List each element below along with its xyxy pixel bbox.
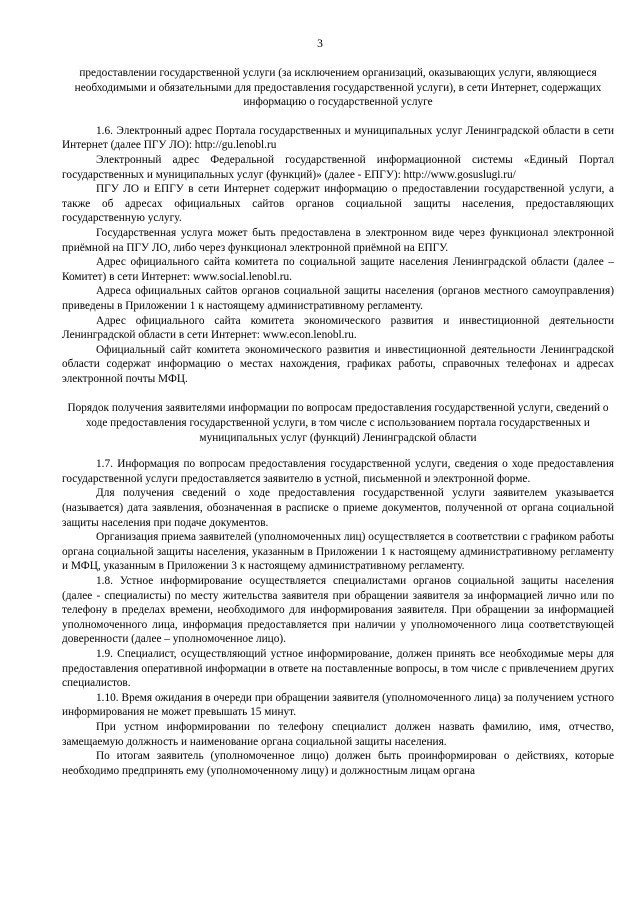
document-body [62, 66, 614, 778]
page-number: 3 [317, 38, 323, 50]
paragraph-committee-site: Адрес официального сайта комитета по социальной защите населения Ленинградской области (далее – Комитет) в сети Интернет: www.social.lenobl.ru. [62, 256, 614, 283]
paragraph-portals-info: ПГУ ЛО и ЕПГУ в сети Интернет содержит информацию о предоставлении государственной услуги, а также об адресах официальных сайтов органов социальной защиты населения, предоставляющих государственную услугу. [62, 183, 614, 225]
paragraph-1-6: 1.6. Электронный адрес Портала государственных и муниципальных услуг Ленинградской области в сети Интернет (далее ПГУ ЛО): http://gu.lenobl.ru [62, 124, 614, 152]
paragraph-econ-site: Адрес официального сайта комитета экономического развития и инвестиционной деятельности Ленинградской области в сети Интернет: www.econ.lenobl.ru. [62, 314, 614, 342]
paragraph-1-10: 1.10. Время ожидания в очереди при обращении заявителя (уполномоченного лица) за получением устного информирования не может превышать 15 минут. [62, 691, 614, 719]
paragraph-1-9: 1.9. Специалист, осуществляющий устное информирование, должен принять все необходимые меры для предоставления оперативной информации в ответе на поставленные вопросы, в том числе с привлечением других специалистов. [62, 647, 614, 690]
paragraph-results: По итогам заявитель (уполномоченное лицо) должен быть проинформирован о действиях, которые необходимо предпринять ему (уполномоченному лицу) и должностным лицам органа [62, 750, 614, 777]
paragraph-phone-info: При устном информировании по телефону специалист должен назвать фамилию, имя, отчество, замещаемую должность и наименование органа социальной защиты населения. [62, 720, 614, 748]
paragraph-1-8: 1.8. Устное информирование осуществляется специалистами органов социальной защиты населения (далее - специалисты) по месту жительства заявителя при обращении заявителя за информацией лично или по телефону в пределах времени, необходимого для информирования заявителя. При обращении за информацией уполномоченного лица, информация предоставляется при наличии у уполномоченного лица соответствующей доверенности (далее – уполномоченное лицо). [62, 575, 614, 646]
paragraph-epgu-address: Электронный адрес Федеральной государственной информационной системы «Единый Портал государственных и муниципальных услуг (функций)» (далее - ЕПГУ): http://www.gosuslugi.ru/ [62, 153, 614, 181]
paragraph-social-sites: Адреса официальных сайтов органов социальной защиты населения (органов местного самоуправления) приведены в Приложении 1 к настоящему административному регламенту. [62, 285, 614, 312]
paragraph-status-info: Для получения сведений о ходе предоставления государственной услуги заявителем указывается (называется) дата заявления, обозначенная в расписке о приеме документов, полученной от органа социальной защиты населения при подаче документов. [62, 487, 614, 529]
paragraph-mfc-info: Официальный сайт комитета экономического развития и инвестиционной деятельности Ленинградской области содержат информацию о местах нахождения, графиках работы, справочных телефонах и адресах электронной почты МФЦ. [62, 343, 614, 385]
intro-continuation: предоставлении государственной услуги (за исключением организаций, оказывающих услуги, являющиеся необходимыми и обязательными для предоставления государственной услуги), в сети Интернет, содержащих информацию о государственной услуге [74, 67, 602, 109]
paragraph-electronic-service: Государственная услуга может быть предоставлена в электронном виде через функционал электронной приёмной на ПГУ ЛО, либо через функционал электронной приёмной на ЕПГУ. [62, 226, 614, 254]
section-heading: Порядок получения заявителями информации по вопросам предоставления государственной услуги, сведений о ходе предоставления государственной услуги, в том числе с использованием портала государственных и муниципальных услуг (функций) Ленинградской области [67, 402, 609, 444]
paragraph-1-7: 1.7. Информация по вопросам предоставления государственной услуги, сведения о ходе предоставления государственной услуги предоставляется заявителю в устной, письменной и электронной форме. [62, 458, 614, 485]
paragraph-reception-schedule: Организация приема заявителей (уполномоченных лиц) осуществляется в соответствии с графиком работы органа социальной защиты населения, указанным в Приложении 1 к настоящему административному регламенту и МФЦ, указанным в Приложении 3 к настоящему административному регламенту. [62, 531, 614, 573]
